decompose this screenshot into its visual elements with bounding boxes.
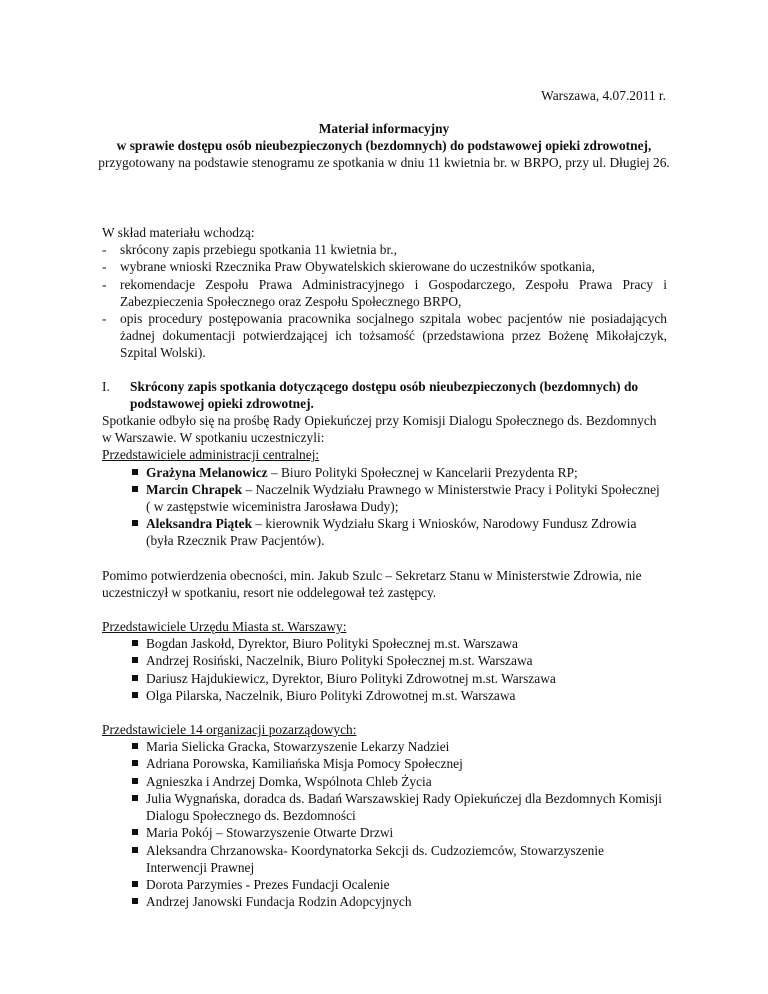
ngo-heading: Przedstawiciele 14 organizacji pozarządowych: [102, 722, 357, 738]
list-item [132, 687, 667, 704]
list-item [132, 738, 667, 755]
bullet-icon [132, 692, 138, 698]
document-title [95, 120, 673, 172]
contents-list [102, 241, 667, 361]
list-item-text: Olga Pilarska, Naczelnik, Biuro Polityki Zdrowotnej m.st. Warszawa [146, 687, 516, 703]
list-item: - skrócony zapis przebiegu spotkania 11 kwietnia br., [102, 241, 667, 258]
list-item [132, 464, 667, 481]
bullet-icon [132, 898, 138, 904]
bullet-icon [132, 847, 138, 853]
list-item [132, 755, 667, 772]
list-item [132, 790, 667, 824]
central-admin-heading: Przedstawiciele administracji centralnej: [102, 447, 320, 463]
contents-intro: W skład materiału wchodzą: [102, 225, 255, 240]
list-item [132, 824, 667, 841]
list-item [132, 670, 667, 687]
participant-role: – kierownik Wydziału Skarg i Wniosków, Narodowy Fundusz Zdrowia (była Rzecznik Praw Pacjentów). [146, 516, 637, 549]
section-intro: Spotkanie odbyło się na prośbę Rady Opiekuńczej przy Komisji Dialogu Społecznego ds. Bezdomnych w Warszawie. W spotkaniu uczestniczyli: [102, 413, 657, 446]
bullet-icon [132, 829, 138, 835]
list-item [132, 515, 667, 549]
bullet-icon [132, 675, 138, 681]
bullet-icon [132, 778, 138, 784]
central-admin-list [102, 464, 667, 550]
list-item-text: Aleksandra Chrzanowska- Koordynatorka Sekcji ds. Cudzoziemców, Stowarzyszenie Interwencji Prawnej [146, 842, 604, 875]
bullet-icon [132, 657, 138, 663]
list-item [132, 652, 667, 669]
section-number: I. [102, 378, 110, 394]
participant-name: Grażyna Melanowicz [146, 464, 268, 480]
list-item: - rekomendacje Zespołu Prawa Administracyjnego i Gospodarczego, Zespołu Prawa Pracy i Zabezpieczenia Społecznego oraz Zespołu Społecznego BRPO, [102, 276, 667, 310]
bullet-icon [132, 469, 138, 475]
document-body [102, 224, 667, 910]
section-title: Skrócony zapis spotkania dotyczącego dostępu osób nieubezpieczonych (bezdomnych) do podstawowej opieki zdrowotnej. [130, 378, 639, 411]
city-list [102, 635, 667, 704]
list-item [132, 876, 667, 893]
list-item-text: Bogdan Jaskołd, Dyrektor, Biuro Polityki Społecznej m.st. Warszawa [146, 636, 518, 652]
list-item-text: Julia Wygnańska, doradca ds. Badań Warszawskiej Rady Opiekuńczej dla Bezdomnych Komisji Dialogu Społecznego ds. Bezdomności [146, 790, 663, 824]
date-line: Warszawa, 4.07.2011 r. [541, 88, 666, 103]
list-item [132, 481, 667, 515]
list-item-text: Agnieszka i Andrzej Domka, Wspólnota Chleb Życia [146, 773, 432, 789]
participant-role: – Naczelnik Wydziału Prawnego w Ministerstwie Pracy i Polityki Społecznej ( w zastępstwie wiceministra Jarosława Dudy); [146, 481, 660, 515]
bullet-icon [132, 795, 138, 801]
absence-note: Pomimo potwierdzenia obecności, min. Jakub Szulc – Sekretarz Stanu w Ministerstwie Zdrowia, nie uczestniczył w spotkaniu, resort nie oddelegował też zastępcy. [102, 567, 642, 600]
list-item-text: Dorota Parzymies - Prezes Fundacji Ocalenie [146, 876, 390, 892]
title-line-3: przygotowany na podstawie stenogramu ze spotkania w dniu 11 kwietnia br. w BRPO, przy ul. Długiej 26. [98, 155, 670, 171]
list-item: - opis procedury postępowania pracownika socjalnego szpitala wobec pacjentów nie posiadających żadnej dokumentacji potwierdzającej ich tożsamość (przedstawiona przez Bożenę Mikołajczyk, Szpital Wolski). [102, 310, 667, 362]
title-line-2: w sprawie dostępu osób nieubezpieczonych (bezdomnych) do podstawowej opieki zdrowotnej, [116, 138, 652, 154]
list-item-text: Dariusz Hajdukiewicz, Dyrektor, Biuro Polityki Zdrowotnej m.st. Warszawa [146, 670, 556, 686]
bullet-icon [132, 486, 138, 492]
bullet-icon [132, 640, 138, 646]
title-line-1: Materiał informacyjny [318, 121, 450, 136]
list-item-text: Adriana Porowska, Kamiliańska Misja Pomocy Społecznej [146, 756, 463, 772]
bullet-icon [132, 743, 138, 749]
bullet-icon [132, 520, 138, 526]
ngo-list [102, 738, 667, 910]
list-item-text: Maria Pokój – Stowarzyszenie Otwarte Drzwi [146, 825, 394, 841]
list-item-text: Andrzej Rosiński, Naczelnik, Biuro Polityki Społecznej m.st. Warszawa [146, 653, 533, 669]
section-heading [102, 378, 667, 412]
list-item [132, 842, 667, 876]
bullet-icon [132, 760, 138, 766]
bullet-icon [132, 881, 138, 887]
list-item-text: Andrzej Janowski Fundacja Rodzin Adopcyjnych [146, 894, 412, 910]
participant-name: Marcin Chrapek [146, 481, 243, 497]
list-item [132, 635, 667, 652]
list-item-text: Maria Sielicka Gracka, Stowarzyszenie Lekarzy Nadziei [146, 739, 450, 755]
list-item [132, 773, 667, 790]
list-item: - wybrane wnioski Rzecznika Praw Obywatelskich skierowane do uczestników spotkania, [102, 258, 667, 275]
participant-name: Aleksandra Piątek [146, 516, 253, 532]
city-heading: Przedstawiciele Urzędu Miasta st. Warszawy: [102, 619, 347, 635]
list-item [132, 893, 667, 910]
participant-role: – Biuro Polityki Społecznej w Kancelarii Prezydenta RP; [267, 464, 578, 480]
